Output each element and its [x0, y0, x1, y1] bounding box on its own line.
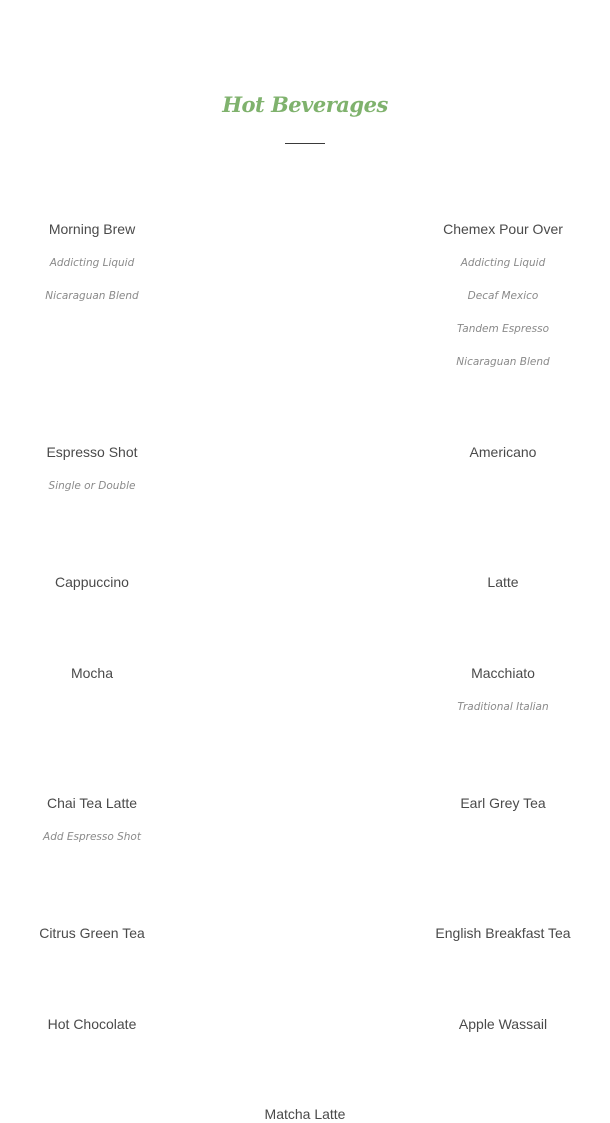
item-name: Mocha — [70, 665, 114, 681]
menu-item-cappuccino — [0, 573, 212, 591]
title-divider — [285, 143, 325, 144]
menu-item-chemex-pour-over — [383, 220, 610, 370]
item-detail: Traditional Italian — [457, 701, 549, 713]
item-detail: Addicting Liquid — [460, 257, 546, 269]
item-name: Cappuccino — [55, 574, 129, 590]
item-name: Apple Wassail — [458, 1016, 548, 1032]
menu-item-macchiato — [383, 664, 610, 715]
menu-item-chai-tea-latte — [0, 794, 212, 845]
menu-item-espresso-shot — [0, 443, 212, 494]
menu-item-citrus-green-tea — [0, 924, 212, 942]
item-detail: Decaf Mexico — [467, 290, 539, 302]
item-name: Earl Grey Tea — [460, 795, 546, 811]
item-name: Chemex Pour Over — [443, 221, 563, 237]
menu-item-hot-chocolate — [0, 1015, 212, 1033]
item-detail: Nicaraguan Blend — [45, 290, 139, 302]
item-detail: Addicting Liquid — [49, 257, 135, 269]
menu-item-mocha — [0, 664, 212, 682]
item-name: Chai Tea Latte — [46, 795, 138, 811]
menu-title: Hot Beverages — [222, 92, 388, 117]
item-detail: Nicaraguan Blend — [456, 356, 550, 368]
menu-item-apple-wassail — [383, 1015, 610, 1033]
item-name: Espresso Shot — [46, 444, 138, 460]
item-name: Americano — [469, 444, 537, 460]
item-name: Matcha Latte — [264, 1106, 346, 1122]
item-detail: Tandem Espresso — [456, 323, 549, 335]
item-name: Latte — [487, 574, 519, 590]
menu-item-latte — [383, 573, 610, 591]
menu-item-americano — [383, 443, 610, 461]
item-name: English Breakfast Tea — [435, 925, 571, 941]
item-detail: Single or Double — [48, 480, 136, 492]
menu-item-morning-brew — [0, 220, 212, 304]
menu-item-english-breakfast-tea — [383, 924, 610, 942]
item-name: Macchiato — [471, 665, 535, 681]
item-name: Citrus Green Tea — [39, 925, 145, 941]
item-name: Hot Chocolate — [47, 1016, 137, 1032]
menu-item-matcha-latte — [185, 1105, 425, 1123]
item-name: Morning Brew — [48, 221, 136, 237]
item-detail: Add Espresso Shot — [43, 831, 141, 843]
menu-item-earl-grey-tea — [383, 794, 610, 812]
